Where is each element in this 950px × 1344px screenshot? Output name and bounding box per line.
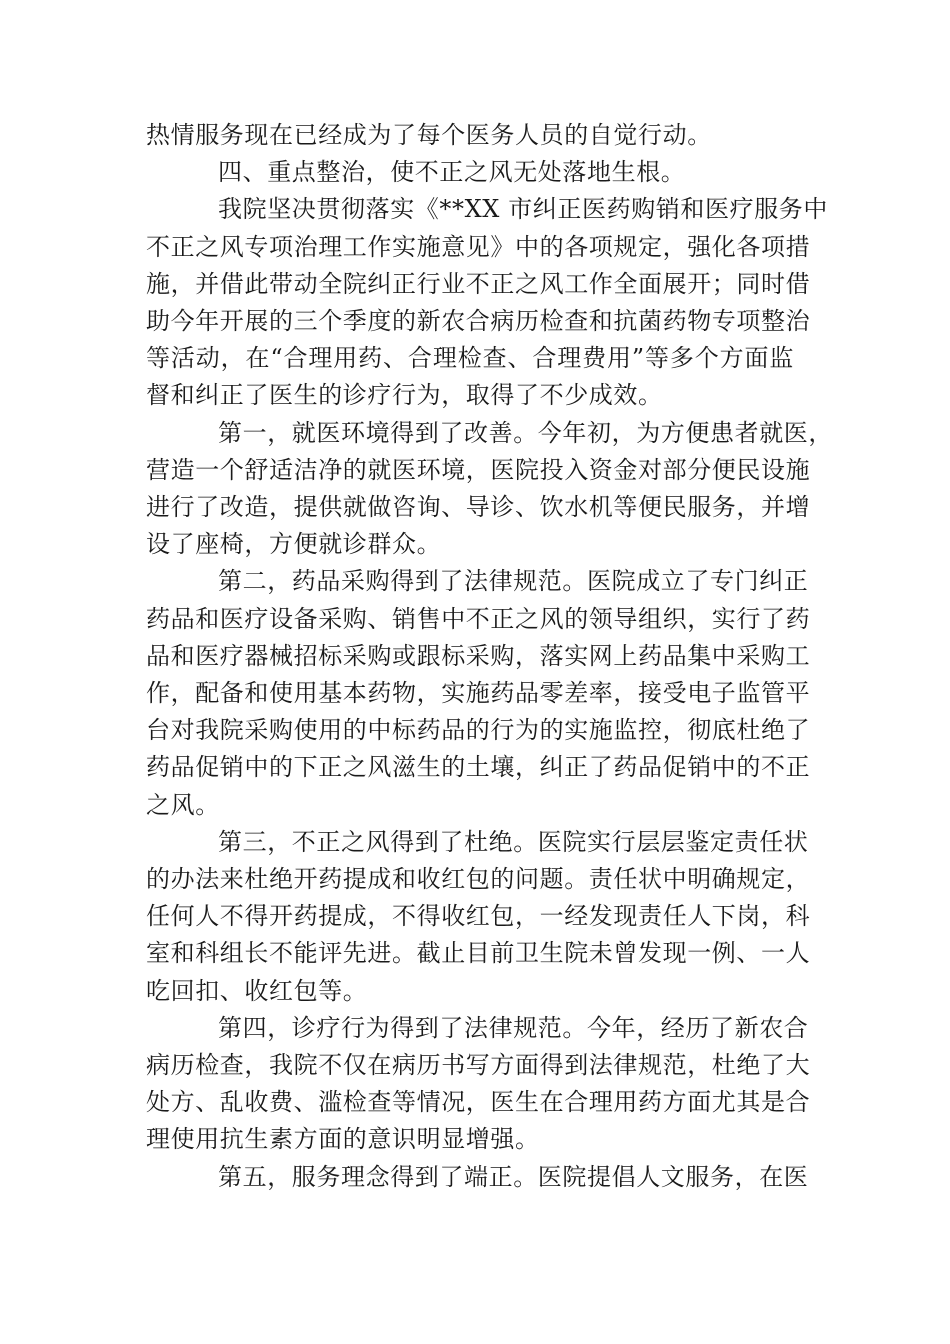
- paragraph-p7: [146, 1159, 809, 1196]
- paragraph-line: 任何人不得开药提成，不得收红包，一经发现责任人下岗，科: [146, 902, 811, 931]
- paragraph-line: 病历检查，我院不仅在病历书写方面得到法律规范，杜绝了大: [146, 1051, 811, 1080]
- paragraph-p1: [146, 154, 794, 191]
- paragraph-line: 第四，诊疗行为得到了法律规范。今年，经历了新农合: [218, 1013, 809, 1042]
- paragraph-line: 第五，服务理念得到了端正。医院提倡人文服务，在医: [218, 1162, 809, 1191]
- paragraph-line: 营造一个舒适洁净的就医环境，医院投入资金对部分便民设施: [146, 455, 811, 484]
- paragraph-line: 四、重点整治，使不正之风无处落地生根。: [218, 158, 686, 187]
- paragraph-line: 第一，就医环境得到了改善。今年初，为方便患者就医，: [218, 418, 833, 447]
- document-body: [146, 117, 833, 1196]
- paragraph-line: 热情服务现在已经成为了每个医务人员的自觉行动。: [146, 121, 712, 149]
- paragraph-line: 药品和医疗设备采购、销售中不正之风的领导组织，实行了药: [146, 604, 811, 633]
- paragraph-line: 的办法来杜绝开药提成和收红包的问题。责任状中明确规定，: [146, 865, 811, 894]
- paragraph-p0: [146, 117, 794, 154]
- paragraph-line: 进行了改造，提供就做咨询、导诊、饮水机等便民服务，并增: [146, 493, 811, 522]
- paragraph-line: 助今年开展的三个季度的新农合病历检查和抗菌药物专项整治: [146, 307, 811, 336]
- paragraph-line: 品和医疗器械招标采购或跟标采购，落实网上药品集中采购工: [146, 641, 811, 670]
- paragraph-p4: [146, 563, 811, 823]
- paragraph-line: 处方、乱收费、滥检查等情况，医生在合理用药方面尤其是合: [146, 1088, 811, 1117]
- paragraph-line: 第二，药品采购得到了法律规范。医院成立了专门纠正: [218, 567, 809, 596]
- paragraph-line: 理使用抗生素方面的意识明显增强。: [146, 1125, 540, 1154]
- paragraph-line: 作，配备和使用基本药物，实施药品零差率，接受电子监管平: [146, 679, 811, 708]
- paragraph-line: 吃回扣、收红包等。: [146, 976, 368, 1005]
- paragraph-line: 我院坚决贯彻落实《**XX 市纠正医药购销和医疗服务中: [218, 195, 828, 224]
- paragraph-p3: [146, 415, 833, 564]
- paragraph-line: 等活动，在“合理用药、合理检查、合理费用”等多个方面监: [146, 344, 794, 373]
- paragraph-p5: [146, 824, 811, 1010]
- paragraph-line: 设了座椅，方便就诊群众。: [146, 530, 442, 559]
- paragraph-line: 室和科组长不能评先进。截止目前卫生院未曾发现一例、一人: [146, 939, 811, 968]
- paragraph-line: 药品促销中的下正之风滋生的土壤，纠正了药品促销中的不正: [146, 753, 811, 782]
- paragraph-p2: [146, 191, 828, 414]
- paragraph-line: 之风。: [146, 790, 220, 819]
- paragraph-line: 施，并借此带动全院纠正行业不正之风工作全面展开；同时借: [146, 269, 811, 298]
- paragraph-line: 不正之风专项治理工作实施意见》中的各项规定，强化各项措: [146, 232, 811, 261]
- paragraph-p6: [146, 1010, 811, 1159]
- paragraph-line: 第三，不正之风得到了杜绝。医院实行层层鉴定责任状: [218, 827, 809, 856]
- paragraph-line: 台对我院采购使用的中标药品的行为的实施监控，彻底杜绝了: [146, 716, 811, 745]
- paragraph-line: 督和纠正了医生的诊疗行为，取得了不少成效。: [146, 381, 663, 410]
